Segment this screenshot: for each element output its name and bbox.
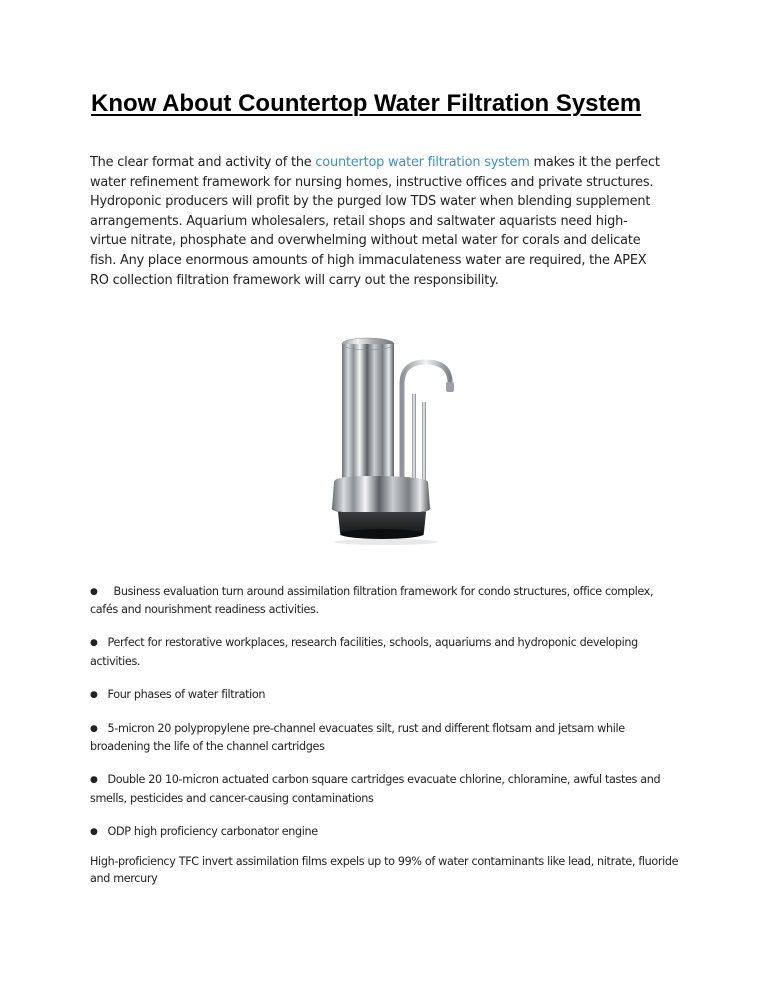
list-item-text: Double 20 10-micron actuated carbon square cartridges evacuate chlorine, chloramine, awful tastes and smells, pesticides and cancer-causing contaminations	[90, 773, 661, 805]
countertop-filtration-link[interactable]: countertop water filtration system	[315, 155, 530, 170]
list-item-text: Four phases of water filtration	[107, 687, 266, 701]
intro-text-before-link: The clear format and activity of the	[90, 155, 316, 170]
countertop-filter-product-image	[326, 332, 466, 546]
list-item-text: 5-micron 20 polypropylene pre-channel evacuates silt, rust and different flotsam and jetsam while broadening the life of the channel cartridges	[90, 722, 625, 754]
list-item	[90, 823, 680, 841]
bullet-dot-icon: ●	[90, 826, 98, 837]
list-item	[90, 720, 680, 755]
list-item-text: Business evaluation turn around assimilation filtration framework for condo structures, office complex, cafés and nourishment readiness activities.	[90, 585, 654, 617]
list-item	[90, 583, 680, 618]
list-item-text: Perfect for restorative workplaces, research facilities, schools, aquariums and hydroponic developing activities.	[90, 636, 638, 668]
intro-text-after-link: makes it the perfect water refinement framework for nursing homes, instructive offices and private structures. Hydroponic producers will profit by the purged low TDS water when blending supplement arrangements. Aquarium wholesalers, retail shops and saltwater aquarists need high-virtue nitrate, phosphate and overwhelming without metal water for corals and delicate fish. Any place enormous amounts of high immaculateness water are required, the APEX RO collection filtration framework will carry out the responsibility.	[90, 155, 660, 288]
features-list	[90, 583, 680, 857]
bullet-dot-icon: ●	[90, 724, 98, 735]
faucet-tip	[446, 382, 454, 392]
bullet-dot-icon: ●	[90, 689, 98, 700]
list-item	[90, 686, 680, 704]
list-item	[90, 634, 680, 669]
closing-paragraph: High-proficiency TFC invert assimilation films expels up to 99% of water contaminants like lead, nitrate, fluoride and mercury	[90, 855, 679, 886]
list-item	[90, 771, 680, 806]
bullet-dot-icon: ●	[90, 587, 98, 597]
bullet-dot-icon: ●	[90, 775, 98, 786]
page-title: Know About Countertop Water Filtration System	[91, 90, 642, 117]
list-item-text: ODP high proficiency carbonator engine	[107, 824, 318, 838]
bullet-dot-icon: ●	[90, 638, 98, 649]
intro-paragraph	[90, 153, 660, 290]
